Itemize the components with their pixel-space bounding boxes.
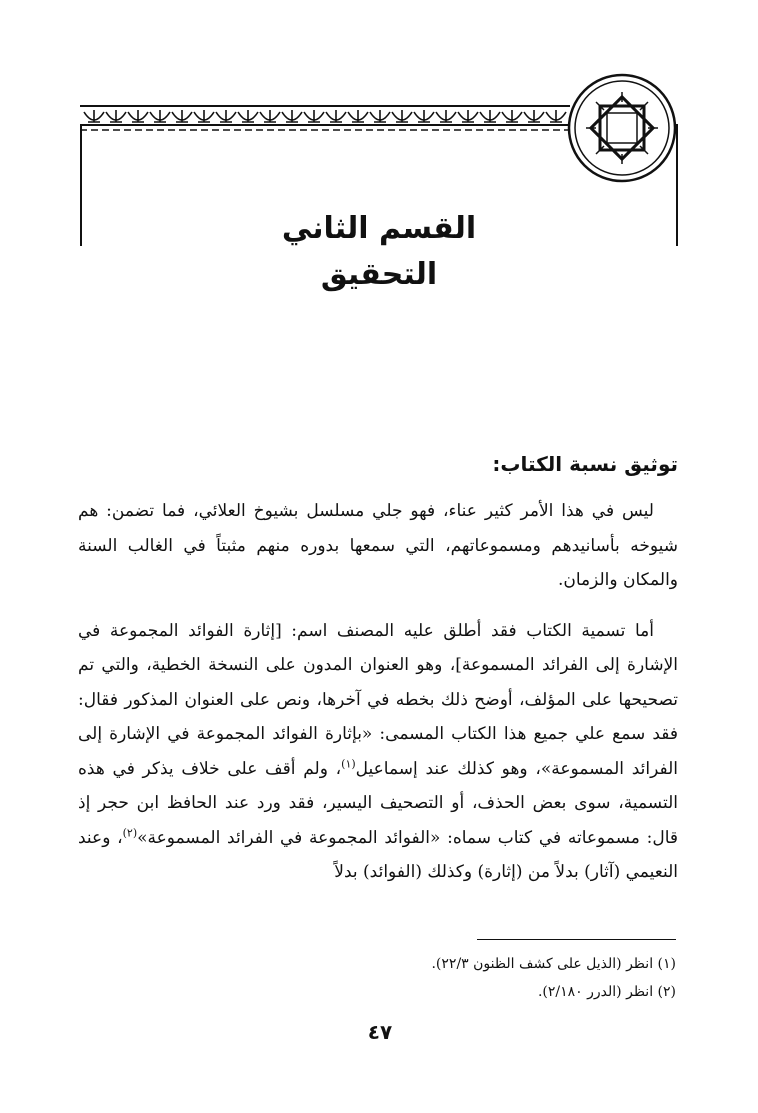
main-content [78,446,678,890]
medallion-ornament [566,72,678,184]
footnotes [78,950,676,1006]
section-titles [80,206,678,298]
section-heading: توثيق نسبة الكتاب: [492,452,678,476]
footnote-divider [477,939,676,940]
paragraph-text: أما تسمية الكتاب فقد أطلق عليه المصنف اسم: [إثارة الفوائد المجموعة في الإشارة إلى الفرائد المسموعة]، وهو العنوان المدون على النسخة الخطية، والتي تم تصحيحها على المؤلف، أوضح ذلك بخطه في آخرها، ونص على العنوان المذكور فقال: فقد سمع علي جميع هذا الكتاب المسمى: «بإثارة الفوائد المجموعة في الإشارة إلى الفرائد المسموعة»، وهو كذلك عند إسماعيل [78,620,678,779]
paragraph-text: ، وعند النعيمي (آثار) بدلاً من (إثارة) وكذلك (الفوائد) بدلاً [78,827,678,882]
part-subtitle: التحقيق [320,257,438,292]
footnote: (٢) انظر (الدرر ٢/١٨٠). [537,984,676,1000]
paragraph [78,614,678,890]
page-number: ٤٧ [367,1020,393,1044]
part-title: القسم الثاني [281,211,477,246]
paragraph: ليس في هذا الأمر كثير عناء، فهو جلي مسلسل بشيوخ العلائي، فما تضمن: هم شيوخه بأسانيدهم ومسموعاتهم، التي سمعها بدوره منهم مثبتاً في الغالب السنة والمكان والزمان. [78,501,678,590]
paragraph-text: ، ولم أقف على خلاف يذكر في هذه التسمية، سوى بعض الحذف، أو التصحيف اليسير، فقد ورد عند الحافظ ابن حجر إذ قال: مسموعاته في كتاب سماه: «الفوائد المجموعة في الفرائد المسموعة» [78,758,678,848]
footnote: (١) انظر (الذيل على كشف الظنون ٢٢/٣). [431,956,676,972]
ornament-band [80,100,570,136]
footnote-ref[interactable]: (٢) [122,825,138,839]
footnote-ref[interactable]: (١) [341,756,356,770]
